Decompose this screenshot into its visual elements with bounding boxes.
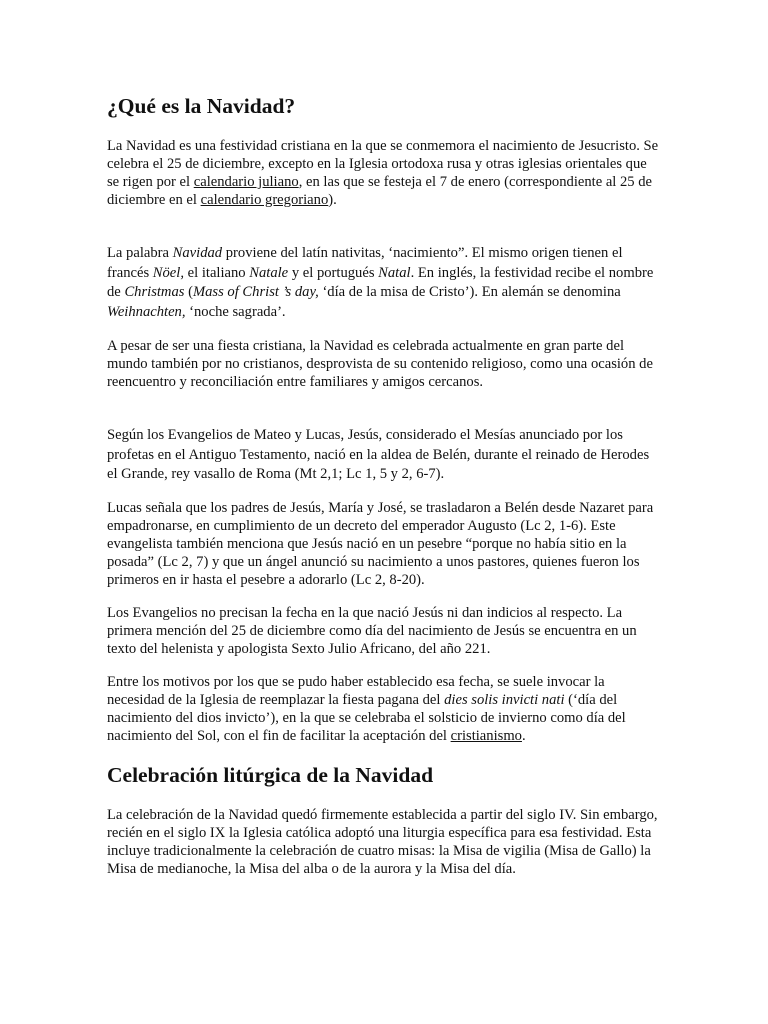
text: . En inglés, la festividad recibe el nombre de: [107, 264, 654, 300]
emphasis: Navidad: [172, 245, 223, 261]
document-body: [107, 92, 662, 878]
text: ).: [328, 192, 337, 208]
text: (: [184, 284, 193, 300]
paragraph-luke: Lucas señala que los padres de Jesús, María y José, se trasladaron a Belén desde Nazaret para empadronarse, en cumplimiento de un decreto del emperador Augusto (Lc 2, 1-6). Este evangelista también menciona que Jesús nació en un pesebre “porque no había sitio en la posada” (Lc 2, 7) y que un ángel anunció su nacimiento a unos pastores, quienes fueron los primeros en ir hasta el pesebre a adorarlo (Lc 2, 8-20).: [107, 499, 654, 588]
paragraph-liturgy: La celebración de la Navidad quedó firmemente establecida a partir del siglo IV. Sin embargo, recién en el siglo IX la Iglesia católica adoptó una liturgia específica para esa festividad. Esta incluye tradicionalmente la celebración de cuatro misas: la Misa de vigilia (Misa de Gallo) la Misa de medianoche, la Misa del alba o de la aurora y la Misa del día.: [107, 806, 658, 877]
text: .: [521, 727, 526, 744]
paragraph-secular-celebration: A pesar de ser una fiesta cristiana, la Navidad es celebrada actualmente en gran parte del mundo también por no cristianos, desprovista de su contenido religioso, como una ocasión de reencuentro y reconciliación entre familiares y amigos cercanos.: [107, 338, 653, 390]
text: ‘día de la misa de Cristo’). En alemán se denomina: [318, 284, 621, 300]
emphasis: Weihnachten,: [107, 303, 186, 320]
emphasis: dies solis invicti nati: [444, 691, 565, 708]
heading-celebracion-liturgica: Celebración litúrgica de la Navidad: [107, 762, 434, 787]
paragraph-motives: [107, 673, 662, 745]
text: Entre los motivos por los que se pudo haber establecido esa fecha, se suele invocar la necesidad de la Iglesia de reemplazar la fiesta pagana del: [107, 673, 605, 708]
emphasis: Christmas: [124, 284, 185, 300]
emphasis: Natale: [249, 264, 289, 281]
paragraph-date: Los Evangelios no precisan la fecha en la que nació Jesús ni dan indicios al respecto. La primera mención del 25 de diciembre como día del nacimiento de Jesús se encuentra en un texto del helenista y apologista Sexto Julio Africano, del año 221.: [107, 604, 637, 657]
text: La Navidad es una festividad cristiana en la que se conmemora el nacimiento de Jesucristo. Se celebra el 25 de diciembre, excepto en la Iglesia ortodoxa rusa y otras iglesias orientales que se rigen por el: [107, 138, 659, 190]
paragraph-etymology: [107, 244, 662, 322]
paragraph-definition: [107, 137, 662, 209]
emphasis: Mass of Christ ’s day,: [192, 284, 319, 300]
emphasis: Nöel,: [152, 264, 184, 281]
heading-que-es-la-navidad: ¿Qué es la Navidad?: [107, 94, 296, 118]
text: ‘noche sagrada’.: [185, 303, 286, 320]
text: La palabra: [107, 245, 173, 261]
text: y el portugués: [288, 264, 379, 281]
text: (‘día del nacimiento del dios invicto’), en la que se celebraba el solsticio de invierno como día del nacimiento del Sol, con el fin de facilitar la aceptación del: [107, 691, 626, 744]
emphasis: Natal: [378, 264, 411, 281]
text: , en las que se festeja el 7 de enero (correspondiente al 25 de diciembre en el: [107, 174, 653, 208]
link-calendario-gregoriano[interactable]: calendario gregoriano: [200, 192, 329, 208]
link-cristianismo[interactable]: cristianismo: [450, 727, 522, 744]
text: proviene del latín nativitas, ‘nacimiento”. El mismo origen tienen el francés: [107, 245, 623, 281]
link-calendario-juliano[interactable]: calendario juliano: [193, 174, 299, 190]
text: el italiano: [184, 264, 250, 281]
paragraph-gospels: Según los Evangelios de Mateo y Lucas, Jesús, considerado el Mesías anunciado por los profetas en el Antiguo Testamento, nació en la aldea de Belén, durante el reinado de Herodes el Grande, rey vasallo de Roma (Mt 2,1; Lc 1, 5 y 2, 6-7).: [107, 427, 650, 482]
